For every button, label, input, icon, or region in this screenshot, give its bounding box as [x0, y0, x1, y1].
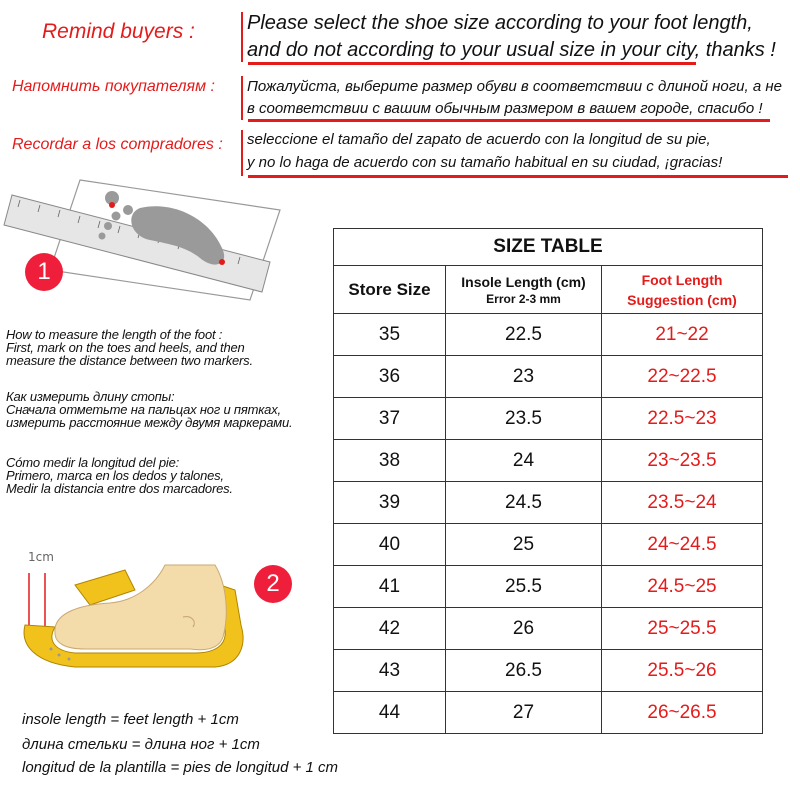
remind-label-en: Remind buyers : [42, 20, 195, 43]
table-row [334, 608, 763, 650]
measure-ru-line3: измерить расстояние между двумя маркерами. [6, 415, 293, 430]
formula-es: longitud de la plantilla = pies de longitud + 1 cm [22, 759, 339, 776]
header-insole-error: Error 2-3 mm [486, 291, 561, 306]
foot-in-shoe-illustration [15, 545, 255, 685]
measure-instructions-en [6, 328, 336, 367]
remind-text-en-line1: Please select the shoe size according to your foot length, [247, 12, 753, 34]
header-insole-length [446, 266, 602, 314]
remind-divider-en [241, 12, 243, 62]
insole-length-cell: 26 [446, 608, 602, 650]
table-row [334, 650, 763, 692]
header-foot-length [602, 266, 763, 314]
foot-length-cell: 22.5~23 [602, 398, 763, 440]
foot-length-cell: 21~22 [602, 314, 763, 356]
insole-length-cell: 22.5 [446, 314, 602, 356]
remind-underline-es [248, 175, 788, 178]
size-table-title: SIZE TABLE [334, 229, 763, 266]
store-size-cell: 37 [334, 398, 446, 440]
store-size-cell: 44 [334, 692, 446, 734]
step-1-badge: 1 [25, 253, 63, 291]
table-row [334, 524, 763, 566]
foot-length-cell: 24~24.5 [602, 524, 763, 566]
store-size-cell: 40 [334, 524, 446, 566]
header-foot-length-line1: Foot Length [641, 271, 723, 288]
foot-length-cell: 26~26.5 [602, 692, 763, 734]
remind-underline-ru [248, 119, 770, 122]
insole-length-cell: 23.5 [446, 398, 602, 440]
measure-es-line2: Primero, marca en los dedos y talones, [6, 468, 224, 483]
insole-length-cell: 24 [446, 440, 602, 482]
remind-text-ru-line1: Пожалуйста, выберите размер обуви в соответствии с длиной ноги, а не [247, 78, 782, 95]
header-foot-length-line2: Suggestion (cm) [627, 291, 737, 308]
table-row [334, 440, 763, 482]
remind-label-es: Recordar a los compradores : [12, 136, 223, 153]
measure-instructions-ru [6, 390, 336, 429]
insole-length-cell: 25 [446, 524, 602, 566]
table-row [334, 398, 763, 440]
store-size-cell: 38 [334, 440, 446, 482]
table-row [334, 692, 763, 734]
remind-divider-ru [241, 76, 243, 120]
foot-length-cell: 23~23.5 [602, 440, 763, 482]
foot-length-cell: 25.5~26 [602, 650, 763, 692]
table-row [334, 566, 763, 608]
foot-length-cell: 23.5~24 [602, 482, 763, 524]
measure-instructions-es [6, 456, 336, 495]
table-row [334, 314, 763, 356]
measure-es-line3: Medir la distancia entre dos marcadores. [6, 481, 233, 496]
insole-length-cell: 27 [446, 692, 602, 734]
remind-text-es-line2: y no lo haga de acuerdo con su tamaño habitual en su ciudad, ¡gracias! [247, 154, 723, 171]
foot-length-cell: 22~22.5 [602, 356, 763, 398]
store-size-cell: 35 [334, 314, 446, 356]
measure-en-line2: First, mark on the toes and heels, and then [6, 340, 245, 355]
foot-length-cell: 24.5~25 [602, 566, 763, 608]
remind-text-ru-line2: в соответствии с вашим обычным размером в вашем городе, спасибо ! [247, 100, 763, 117]
foot-length-cell: 25~25.5 [602, 608, 763, 650]
measure-en-line1: How to measure the length of the foot : [6, 327, 223, 342]
measure-es-line1: Cómo medir la longitud del pie: [6, 455, 180, 470]
size-table [333, 228, 763, 734]
ruler-1cm-label: 1cm [28, 550, 54, 564]
insole-length-cell: 23 [446, 356, 602, 398]
store-size-cell: 41 [334, 566, 446, 608]
insole-length-cell: 25.5 [446, 566, 602, 608]
table-row [334, 356, 763, 398]
remind-underline-en [248, 62, 696, 65]
store-size-cell: 39 [334, 482, 446, 524]
measure-ru-line1: Как измерить длину стопы: [6, 389, 175, 404]
formula-ru: длина стельки = длина ног + 1cm [22, 736, 260, 753]
remind-label-ru: Напомнить покупателям : [12, 78, 215, 95]
table-row [334, 482, 763, 524]
insole-length-cell: 26.5 [446, 650, 602, 692]
store-size-cell: 36 [334, 356, 446, 398]
measure-en-line3: measure the distance between two markers. [6, 353, 253, 368]
header-insole-length-label: Insole Length (cm) [461, 273, 586, 290]
remind-text-es-line1: seleccione el tamaño del zapato de acuerdo con la longitud de su pie, [247, 131, 711, 148]
remind-text-en-line2: and do not according to your usual size in your city, thanks ! [247, 39, 776, 61]
store-size-cell: 43 [334, 650, 446, 692]
step-2-badge: 2 [254, 565, 292, 603]
formula-en: insole length = feet length + 1cm [22, 711, 239, 728]
measure-ru-line2: Сначала отметьте на пальцах ног и пятках, [6, 402, 281, 417]
header-store-size: Store Size [334, 266, 446, 314]
insole-length-cell: 24.5 [446, 482, 602, 524]
store-size-cell: 42 [334, 608, 446, 650]
